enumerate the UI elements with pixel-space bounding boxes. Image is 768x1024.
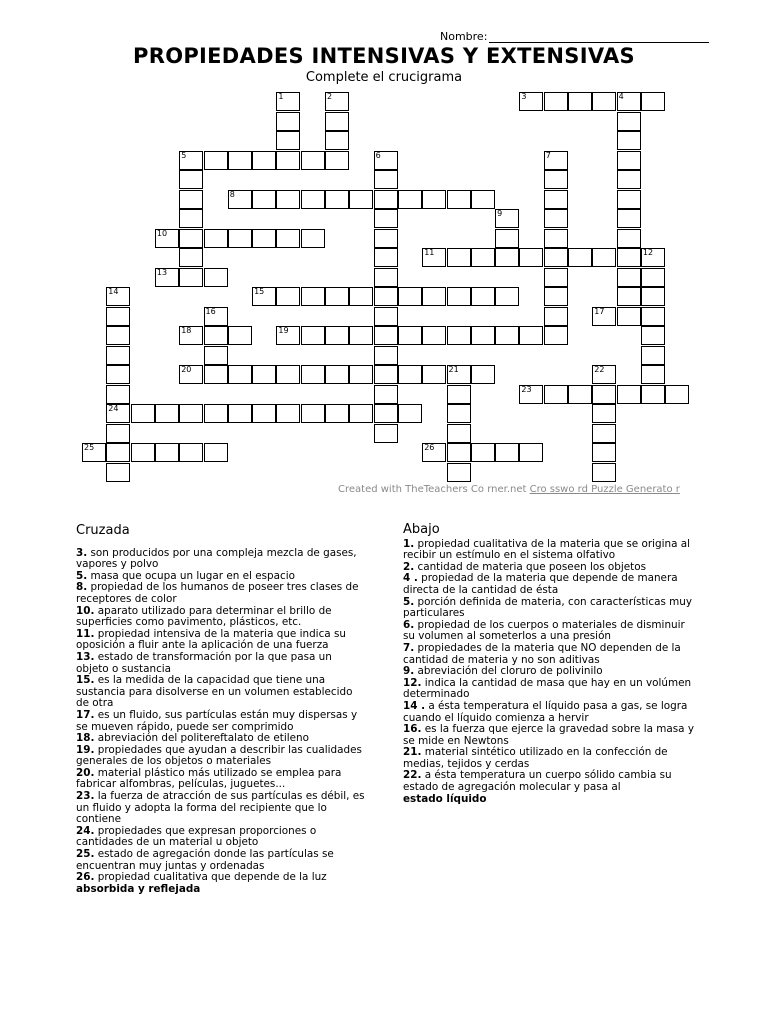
clue-number-label: 18: [181, 326, 192, 335]
grid-cell[interactable]: [544, 248, 568, 267]
across-clue-text: material plástico más utilizado se emplea para fabricar alfombras, películas, juguetes...: [76, 766, 342, 791]
down-clue-number: 12.: [403, 676, 422, 689]
grid-cell[interactable]: [398, 287, 422, 306]
grid-cell[interactable]: [544, 287, 568, 306]
across-clue-number: 10.: [76, 604, 95, 617]
grid-cell[interactable]: [349, 287, 373, 306]
down-clue-number: 5.: [403, 595, 415, 608]
across-clue: [76, 548, 366, 571]
down-clue-number: 4 .: [403, 572, 418, 585]
across-clue-number: 19.: [76, 743, 95, 756]
across-clue-text: propiedad intensiva de la materia que indica su oposición a fluir ante la aplicación de una fuerza: [76, 627, 346, 652]
across-clue-number: 23.: [76, 790, 95, 803]
grid-cell[interactable]: [447, 190, 471, 209]
grid-cell[interactable]: [325, 131, 349, 150]
grid-cell[interactable]: [495, 287, 519, 306]
grid-cell[interactable]: [617, 229, 641, 248]
grid-cell[interactable]: [471, 190, 495, 209]
clue-number-label: 4: [618, 92, 624, 101]
grid-cell[interactable]: [544, 385, 568, 404]
grid-cell[interactable]: [276, 131, 300, 150]
grid-cell[interactable]: [471, 326, 495, 345]
grid-cell[interactable]: [301, 190, 325, 209]
across-tail: absorbida y reflejada: [76, 882, 201, 895]
grid-cell[interactable]: [617, 170, 641, 189]
grid-cell[interactable]: [106, 365, 130, 384]
grid-cell[interactable]: [592, 404, 616, 423]
credit-link[interactable]: Cro sswo rd Puzzle Generato r: [529, 484, 680, 495]
grid-cell[interactable]: [228, 326, 252, 345]
down-clue-number: 21.: [403, 746, 422, 759]
clue-number-label: 23: [521, 384, 532, 394]
grid-cell[interactable]: [276, 112, 300, 131]
grid-cell[interactable]: [252, 365, 276, 384]
grid-cell[interactable]: [617, 190, 641, 209]
down-clue: [403, 643, 695, 666]
across-clue-text: son producidos por una compleja mezcla de gases, vapores y polvo: [76, 546, 357, 571]
clue-number-label: 16: [205, 306, 216, 316]
grid-cell[interactable]: [106, 443, 130, 462]
grid-cell[interactable]: [398, 404, 422, 423]
down-clues: [403, 524, 695, 805]
grid-cell[interactable]: [374, 248, 398, 267]
grid-cell[interactable]: [276, 365, 300, 384]
grid-cell[interactable]: [617, 209, 641, 228]
grid-cell[interactable]: [374, 170, 398, 189]
grid-cell[interactable]: [374, 326, 398, 345]
page-subtitle: Complete el crucigrama: [305, 70, 463, 85]
across-clue-number: 13.: [76, 650, 95, 663]
down-clue-number: 7.: [403, 641, 415, 654]
grid-cell[interactable]: [617, 112, 641, 131]
page-title: PROPIEDADES INTENSIVAS Y EXTENSIVAS: [133, 44, 635, 68]
across-clue-number: 5.: [76, 569, 88, 582]
grid-cell[interactable]: [301, 365, 325, 384]
grid-cell[interactable]: [179, 190, 203, 209]
clue-number-label: 5: [181, 150, 187, 160]
down-clue: [403, 770, 695, 793]
grid-cell[interactable]: [617, 131, 641, 150]
grid-cell[interactable]: [204, 365, 228, 384]
grid-cell[interactable]: [131, 404, 155, 423]
grid-cell[interactable]: [276, 190, 300, 209]
across-clue: [76, 629, 366, 652]
grid-cell[interactable]: [325, 365, 349, 384]
grid-cell[interactable]: [544, 92, 568, 111]
grid-cell[interactable]: [301, 326, 325, 345]
grid-cell[interactable]: [398, 365, 422, 384]
grid-cell[interactable]: [325, 404, 349, 423]
across-clue-text: estado de transformación por la que pasa un objeto o sustancia: [76, 650, 332, 675]
down-clue-number: 14 .: [403, 699, 426, 712]
grid-cell[interactable]: [617, 268, 641, 287]
down-clue-text: propiedades de la materia que NO dependen de la cantidad de materia y no son aditivas: [403, 641, 681, 666]
clue-number-label: 19: [278, 326, 289, 335]
down-clue-number: 6.: [403, 618, 415, 631]
grid-cell[interactable]: [204, 346, 228, 365]
grid-cell[interactable]: [495, 248, 519, 267]
clue-number-label: 9: [497, 209, 503, 218]
grid-cell[interactable]: [592, 463, 616, 482]
grid-cell[interactable]: [276, 287, 300, 306]
across-clue: [76, 606, 366, 629]
down-clue: [403, 573, 695, 596]
grid-cell[interactable]: [641, 92, 665, 111]
down-clue-text: es la fuerza que ejerce la gravedad sobre la masa y se mide en Newtons: [403, 723, 695, 747]
down-clue-number: 1.: [403, 537, 415, 550]
clue-number-label: 26: [424, 443, 435, 452]
grid-cell[interactable]: [374, 307, 398, 326]
clue-number-label: 24: [108, 404, 119, 413]
grid-cell[interactable]: [447, 248, 471, 267]
grid-cell[interactable]: [155, 443, 179, 462]
grid-cell[interactable]: [592, 424, 616, 443]
grid-cell[interactable]: [374, 209, 398, 228]
grid-cell[interactable]: [374, 346, 398, 365]
across-clue-number: 3.: [76, 546, 88, 559]
grid-cell[interactable]: [398, 190, 422, 209]
grid-cell[interactable]: [447, 326, 471, 345]
across-clue-number: 20.: [76, 766, 95, 779]
grid-cell[interactable]: [568, 92, 592, 111]
clue-number-label: 22: [594, 365, 605, 374]
across-clues: [76, 525, 366, 895]
across-clue: [76, 652, 366, 675]
across-clue-text: propiedad cualitativa que depende de la luz: [94, 871, 327, 884]
grid-cell[interactable]: [349, 190, 373, 209]
down-clue-text: material sintético utilizado en la confección de medias, tejidos y cerdas: [403, 746, 668, 770]
down-clue-text: a ésta temperatura el líquido pasa a gas, se logra cuando el líquido comienza a hervir: [403, 699, 688, 724]
grid-cell[interactable]: [106, 307, 130, 326]
grid-cell[interactable]: [252, 190, 276, 209]
clue-number-label: 21: [448, 365, 459, 374]
grid-cell[interactable]: [447, 287, 471, 306]
grid-cell[interactable]: [374, 287, 398, 306]
down-heading: Abajo: [403, 522, 440, 537]
across-clue-number: 15.: [76, 674, 95, 687]
across-clue: [76, 768, 366, 791]
grid-cell[interactable]: [374, 365, 398, 384]
clue-number-label: 17: [594, 306, 605, 316]
down-clue: [403, 701, 695, 724]
grid-cell[interactable]: [519, 326, 543, 345]
down-clue-text: propiedad de la materia que depende de manera directa de la cantidad de ésta: [403, 572, 678, 596]
credit-text: Created with TheTeachers Co rner.net: [338, 484, 530, 495]
down-clue-list: [403, 539, 695, 794]
grid-cell[interactable]: [204, 326, 228, 345]
grid-cell[interactable]: [301, 229, 325, 248]
grid-cell[interactable]: [276, 404, 300, 423]
clue-number-label: 20: [181, 365, 192, 374]
across-clue-text: es la medida de la capacidad que tiene una sustancia para disolverse en un volumen establecido de otra: [76, 674, 353, 710]
grid-cell[interactable]: [131, 443, 155, 462]
grid-cell[interactable]: [374, 385, 398, 404]
across-clue-text: la fuerza de atracción de sus partículas es débil, es un fluido y adopta la forma del recipiente que lo contiene: [76, 790, 365, 826]
grid-cell[interactable]: [471, 248, 495, 267]
grid-cell[interactable]: [374, 424, 398, 443]
across-clue-text: es un fluido, sus partículas están muy dispersas y se mueven rápido, puede ser comprimido: [76, 708, 358, 733]
across-clue-text: estado de agregación donde las partículas se encuentran muy juntas y ordenadas: [76, 848, 334, 872]
down-clue: [403, 539, 695, 562]
across-clue-text: abreviación del politereftalato de etileno: [94, 732, 309, 745]
grid-cell[interactable]: [252, 151, 276, 170]
grid-cell[interactable]: [544, 170, 568, 189]
grid-cell[interactable]: [568, 248, 592, 267]
down-clue-text: propiedad cualitativa de la materia que se origina al recibir un estímulo en el sistema olfativo: [403, 537, 691, 562]
grid-cell[interactable]: [617, 385, 641, 404]
grid-cell[interactable]: [179, 170, 203, 189]
grid-cell[interactable]: [617, 248, 641, 267]
down-clue-text: a ésta temperatura un cuerpo sólido cambia su estado de agregación molecular y pasa al: [403, 769, 672, 794]
grid-cell[interactable]: [495, 229, 519, 248]
across-clue-number: 8.: [76, 581, 88, 594]
clue-number-label: 8: [229, 189, 235, 199]
grid-cell[interactable]: [617, 287, 641, 306]
grid-cell[interactable]: [374, 404, 398, 423]
grid-cell[interactable]: [617, 151, 641, 170]
clue-number-label: 12: [642, 248, 654, 257]
grid-cell[interactable]: [641, 385, 665, 404]
grid-cell[interactable]: [447, 385, 471, 404]
grid-cell[interactable]: [179, 404, 203, 423]
grid-cell[interactable]: [204, 443, 228, 462]
down-clue: [403, 620, 695, 643]
grid-cell[interactable]: [179, 443, 203, 462]
grid-cell[interactable]: [325, 151, 349, 170]
grid-cell[interactable]: [641, 287, 665, 306]
clue-number-label: 11: [424, 248, 435, 257]
grid-cell[interactable]: [422, 365, 446, 384]
across-clue: [76, 745, 366, 768]
grid-cell[interactable]: [592, 92, 616, 111]
credit-line: [338, 484, 728, 496]
grid-cell[interactable]: [325, 287, 349, 306]
grid-cell[interactable]: [544, 190, 568, 209]
down-clue-text: abreviación del cloruro de polivinilo: [414, 665, 603, 678]
grid-cell[interactable]: [471, 287, 495, 306]
across-clue-number: 17.: [76, 708, 95, 721]
across-clue-text: propiedad de los humanos de poseer tres clases de receptores de color: [76, 581, 359, 605]
grid-cell[interactable]: [568, 385, 592, 404]
grid-cell[interactable]: [106, 385, 130, 404]
grid-cell[interactable]: [544, 326, 568, 345]
grid-cell[interactable]: [422, 287, 446, 306]
down-clue-number: 16.: [403, 723, 422, 736]
grid-cell[interactable]: [641, 268, 665, 287]
across-clue-number: 24.: [76, 824, 95, 837]
grid-cell[interactable]: [204, 151, 228, 170]
grid-cell[interactable]: [592, 443, 616, 462]
grid-cell[interactable]: [519, 443, 543, 462]
grid-cell[interactable]: [544, 307, 568, 326]
clue-number-label: 13: [156, 267, 168, 277]
grid-cell[interactable]: [544, 268, 568, 287]
grid-cell[interactable]: [106, 346, 130, 365]
name-label: Nombre:: [440, 30, 488, 43]
clue-number-label: 2: [327, 92, 333, 101]
clue-number-label: 7: [545, 150, 551, 160]
across-clue-number: 25.: [76, 848, 95, 861]
down-clue-text: porción definida de materia, con características muy particulares: [403, 595, 693, 620]
grid-cell[interactable]: [471, 365, 495, 384]
grid-cell[interactable]: [301, 287, 325, 306]
grid-cell[interactable]: [204, 229, 228, 248]
grid-cell[interactable]: [252, 229, 276, 248]
across-clue-number: 11.: [76, 627, 95, 640]
grid-cell[interactable]: [276, 151, 300, 170]
grid-cell[interactable]: [179, 209, 203, 228]
across-clue: [76, 826, 366, 849]
clue-number-label: 6: [375, 150, 381, 160]
grid-cell[interactable]: [204, 268, 228, 287]
across-clue: [76, 710, 366, 733]
grid-cell[interactable]: [374, 268, 398, 287]
across-clue-list: [76, 548, 366, 884]
grid-cell[interactable]: [228, 229, 252, 248]
grid-cell[interactable]: [374, 229, 398, 248]
grid-cell[interactable]: [495, 443, 519, 462]
grid-cell[interactable]: [106, 463, 130, 482]
grid-cell[interactable]: [665, 385, 689, 404]
grid-cell[interactable]: [641, 307, 665, 326]
grid-cell[interactable]: [155, 404, 179, 423]
grid-cell[interactable]: [374, 190, 398, 209]
down-clue-text: cantidad de materia que poseen los objetos: [414, 560, 647, 573]
grid-cell[interactable]: [422, 190, 446, 209]
grid-cell[interactable]: [447, 424, 471, 443]
crossword-grid: [0, 0, 768, 500]
grid-cell[interactable]: [447, 404, 471, 423]
grid-cell[interactable]: [447, 443, 471, 462]
grid-cell[interactable]: [276, 229, 300, 248]
down-clue-number: 2.: [403, 560, 415, 573]
grid-cell[interactable]: [106, 326, 130, 345]
grid-cell[interactable]: [106, 424, 130, 443]
grid-cell[interactable]: [179, 248, 203, 267]
grid-cell[interactable]: [519, 248, 543, 267]
grid-cell[interactable]: [398, 326, 422, 345]
grid-cell[interactable]: [325, 190, 349, 209]
clue-number-label: 3: [521, 92, 527, 101]
down-clue: [403, 747, 695, 770]
down-tail: estado líquido: [403, 792, 487, 805]
grid-cell[interactable]: [349, 365, 373, 384]
grid-cell[interactable]: [617, 307, 641, 326]
grid-cell[interactable]: [228, 404, 252, 423]
down-clue-number: 22.: [403, 769, 422, 782]
grid-cell[interactable]: [592, 248, 616, 267]
grid-cell[interactable]: [641, 346, 665, 365]
across-clue: [76, 675, 366, 710]
down-clue: [403, 597, 695, 620]
grid-cell[interactable]: [447, 463, 471, 482]
grid-cell[interactable]: [301, 404, 325, 423]
across-clue-text: masa que ocupa un lugar en el espacio: [87, 569, 295, 582]
grid-cell[interactable]: [592, 385, 616, 404]
down-clue-number: 9.: [403, 665, 415, 678]
down-clue-text: indica la cantidad de masa que hay en un volúmen determinado: [403, 676, 692, 701]
grid-cell[interactable]: [641, 326, 665, 345]
clue-number-label: 1: [278, 92, 284, 101]
grid-cell[interactable]: [228, 151, 252, 170]
across-clue: [76, 582, 366, 605]
grid-cell[interactable]: [349, 326, 373, 345]
grid-cell[interactable]: [301, 151, 325, 170]
grid-cell[interactable]: [179, 229, 203, 248]
grid-cell[interactable]: [228, 365, 252, 384]
grid-cell[interactable]: [325, 112, 349, 131]
grid-cell[interactable]: [641, 365, 665, 384]
grid-cell[interactable]: [471, 443, 495, 462]
across-clue: [76, 791, 366, 826]
clue-number-label: 10: [156, 228, 168, 238]
across-clue-number: 18.: [76, 732, 95, 745]
grid-cell[interactable]: [349, 404, 373, 423]
clue-number-label: 15: [254, 287, 265, 296]
clue-number-label: 14: [108, 287, 119, 296]
grid-cell[interactable]: [325, 326, 349, 345]
grid-cell[interactable]: [252, 404, 276, 423]
grid-cell[interactable]: [544, 229, 568, 248]
across-clue-number: 26.: [76, 871, 95, 884]
down-clue: [403, 724, 695, 747]
across-clue-text: aparato utilizado para determinar el brillo de superficies como pavimento, plásticos, etc.: [76, 604, 332, 629]
across-clue-text: propiedades que ayudan a describir las cualidades generales de los objetos o materiales: [76, 743, 362, 768]
across-clue: [76, 849, 366, 872]
grid-cell[interactable]: [422, 326, 446, 345]
across-clue-text: propiedades que expresan proporciones o cantidades de un material u objeto: [76, 824, 317, 849]
grid-cell[interactable]: [179, 268, 203, 287]
grid-cell[interactable]: [544, 209, 568, 228]
grid-cell[interactable]: [495, 326, 519, 345]
grid-cell[interactable]: [204, 404, 228, 423]
down-clue-text: propiedad de los cuerpos o materiales de disminuir su volumen al someterlos a una presión: [403, 618, 685, 643]
clue-number-label: 25: [84, 443, 95, 452]
down-clue: [403, 678, 695, 701]
across-heading: Cruzada: [76, 523, 130, 538]
